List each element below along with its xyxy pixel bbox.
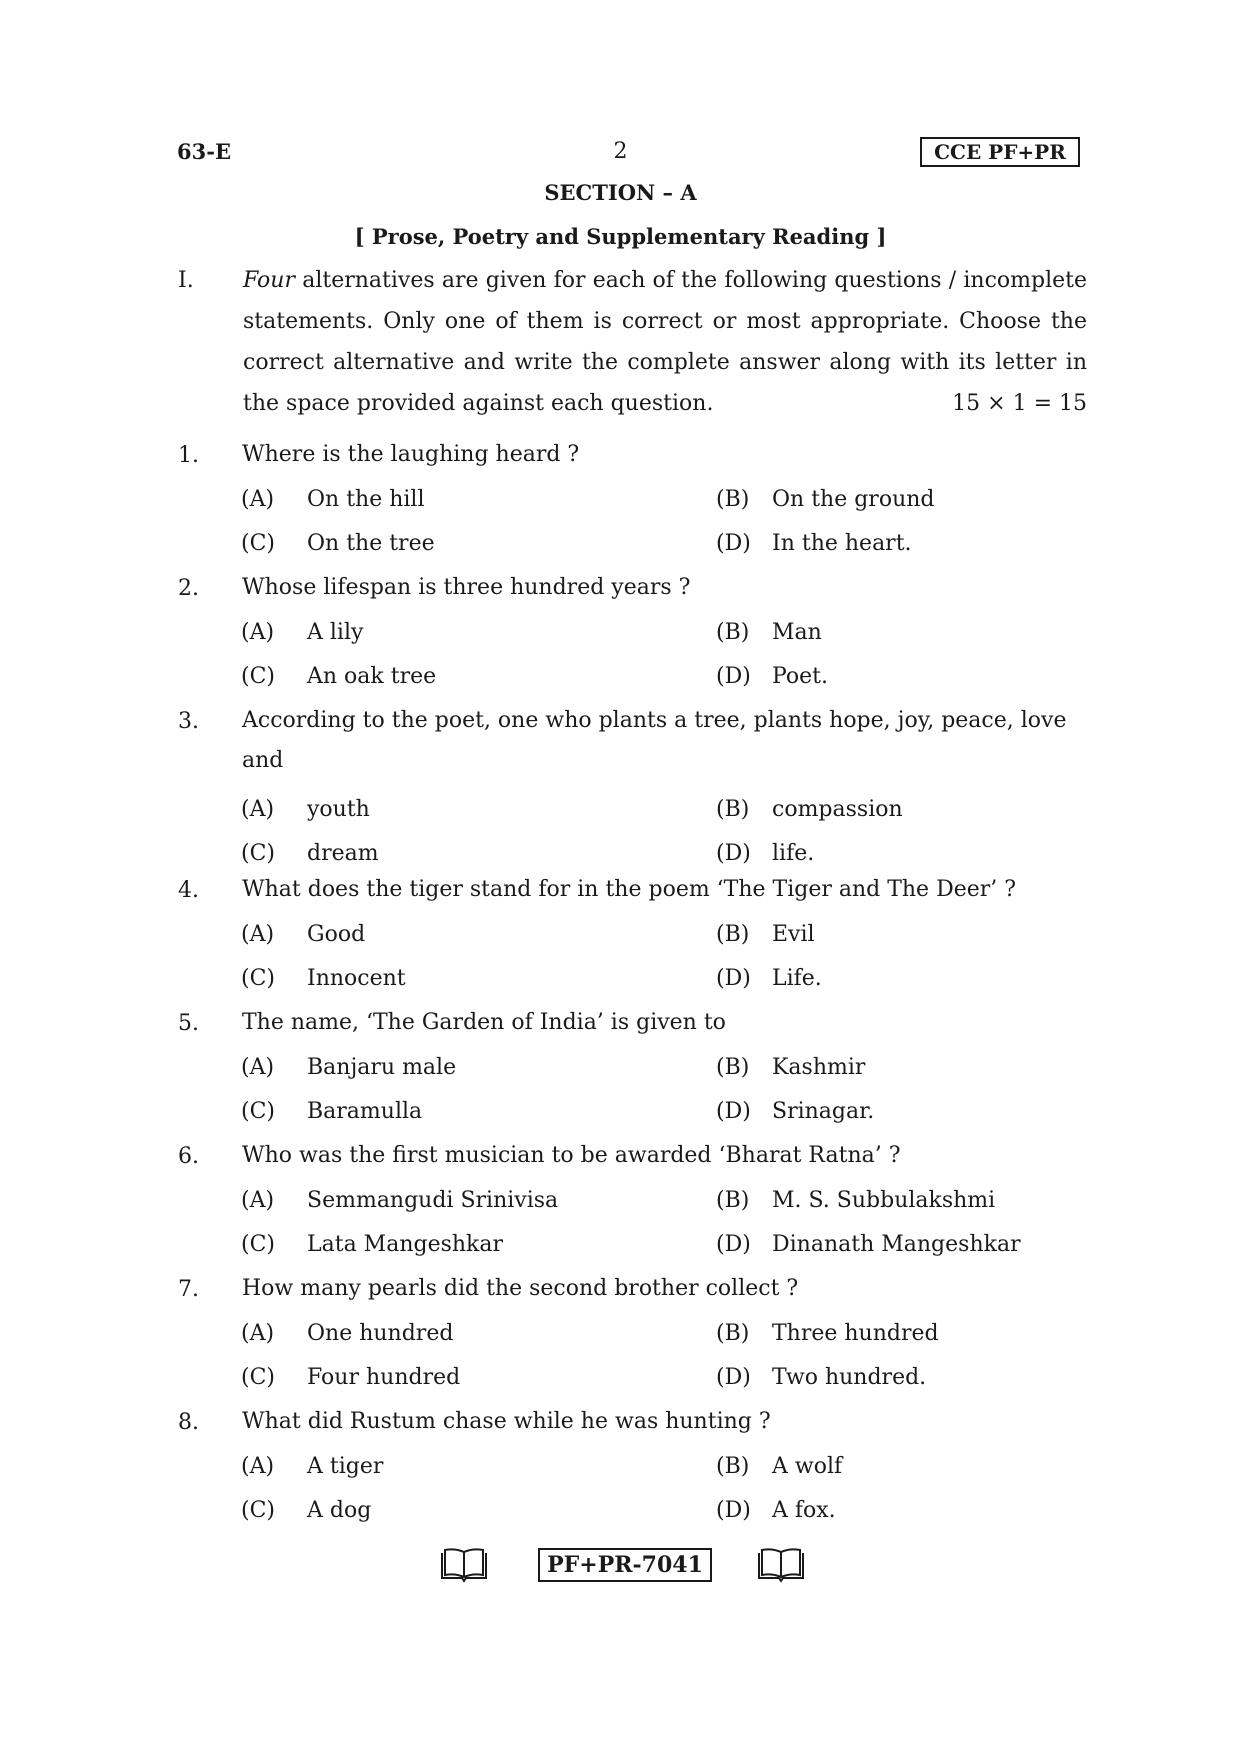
option-letter: (C) [241,1232,275,1257]
marks-allocation: 15 × 1 = 15 [952,391,1087,416]
instruction-text [243,260,1087,424]
option-letter: (D) [716,1099,751,1124]
instruction-body: alternatives are given for each of the following questions / incomplete statements. Only one of them is correct or most appropriate. Choose the correct alternative and write the complete answer along with its letter in the space provided against each question. [243,268,1087,416]
exam-code-box: CCE PF+PR [920,137,1080,167]
option-letter: (C) [241,664,275,689]
option-text: Good [307,922,366,947]
option-text: On the hill [307,487,425,512]
option-text: Three hundred [772,1321,939,1346]
question-number: 2. [178,576,199,601]
question-text: Where is the laughing heard ? [242,442,580,467]
option-letter: (B) [716,1454,750,1479]
option-text: Lata Mangeshkar [307,1232,504,1257]
option-letter: (C) [241,966,275,991]
option-text: Poet. [772,664,829,689]
option-letter: (A) [241,1055,275,1080]
paper-id-box: PF+PR-7041 [538,1548,712,1582]
option-letter: (A) [241,1321,275,1346]
question-number: 6. [178,1144,199,1169]
option-text: An oak tree [307,664,437,689]
option-letter: (B) [716,922,750,947]
page-number: 2 [613,139,628,164]
question-number: 8. [178,1410,199,1435]
option-letter: (B) [716,1055,750,1080]
option-text: A lily [307,620,364,645]
option-text: life. [772,841,815,866]
option-text: Srinagar. [772,1099,875,1124]
question-text: What does the tiger stand for in the poem ‘The Tiger and The Deer’ ? [242,877,1017,902]
question-number: 3. [178,709,199,734]
option-text: A tiger [307,1454,384,1479]
option-text: Man [772,620,822,645]
instruction-number: I. [178,268,194,293]
option-text: Dinanath Mangeshkar [772,1232,1021,1257]
option-letter: (D) [716,531,751,556]
option-letter: (D) [716,1232,751,1257]
option-letter: (D) [716,1365,751,1390]
option-text: On the ground [772,487,935,512]
question-text: The name, ‘The Garden of India’ is given to [242,1010,726,1035]
option-text: Four hundred [307,1365,461,1390]
question-number: 5. [178,1011,199,1036]
option-letter: (C) [241,531,275,556]
question-number: 4. [178,878,199,903]
question-text: How many pearls did the second brother collect ? [242,1276,799,1301]
option-letter: (A) [241,1188,275,1213]
option-text: Kashmir [772,1055,866,1080]
option-letter: (A) [241,487,275,512]
option-letter: (D) [716,966,751,991]
option-text: In the heart. [772,531,912,556]
option-text: Semmangudi Srinivisa [307,1188,559,1213]
option-letter: (C) [241,1365,275,1390]
option-letter: (D) [716,1498,751,1523]
option-letter: (B) [716,620,750,645]
question-number: 1. [178,443,199,468]
open-book-icon [440,1547,488,1583]
option-letter: (C) [241,841,275,866]
section-title: SECTION – A [544,180,697,205]
option-text: Evil [772,922,815,947]
option-text: A fox. [772,1498,836,1523]
option-text: On the tree [307,531,435,556]
option-text: Baramulla [307,1099,423,1124]
option-letter: (B) [716,1188,750,1213]
instruction-lead: Four [243,268,295,293]
paper-code: 63-E [177,139,231,164]
option-letter: (C) [241,1498,275,1523]
option-letter: (D) [716,664,751,689]
option-text: M. S. Subbulakshmi [772,1188,996,1213]
option-text: Life. [772,966,822,991]
question-text: Who was the first musician to be awarded ‘Bharat Ratna’ ? [242,1143,901,1168]
option-text: A dog [307,1498,372,1523]
question-text: Whose lifespan is three hundred years ? [242,575,691,600]
section-subtitle: [ Prose, Poetry and Supplementary Reading ] [354,224,887,249]
option-text: compassion [772,797,903,822]
question-text: What did Rustum chase while he was hunting ? [242,1409,771,1434]
question-text: According to the poet, one who plants a tree, plants hope, joy, peace, love and [242,708,1067,773]
option-letter: (A) [241,922,275,947]
option-text: Innocent [307,966,406,991]
question-number: 7. [178,1277,199,1302]
option-letter: (A) [241,797,275,822]
option-letter: (A) [241,1454,275,1479]
option-text: Banjaru male [307,1055,457,1080]
open-book-icon [757,1547,805,1583]
option-text: A wolf [772,1454,843,1479]
option-text: Two hundred. [772,1365,927,1390]
option-letter: (A) [241,620,275,645]
option-text: One hundred [307,1321,454,1346]
option-letter: (B) [716,797,750,822]
option-letter: (C) [241,1099,275,1124]
option-text: youth [307,797,370,822]
option-text: dream [307,841,379,866]
option-letter: (B) [716,487,750,512]
option-letter: (B) [716,1321,750,1346]
option-letter: (D) [716,841,751,866]
